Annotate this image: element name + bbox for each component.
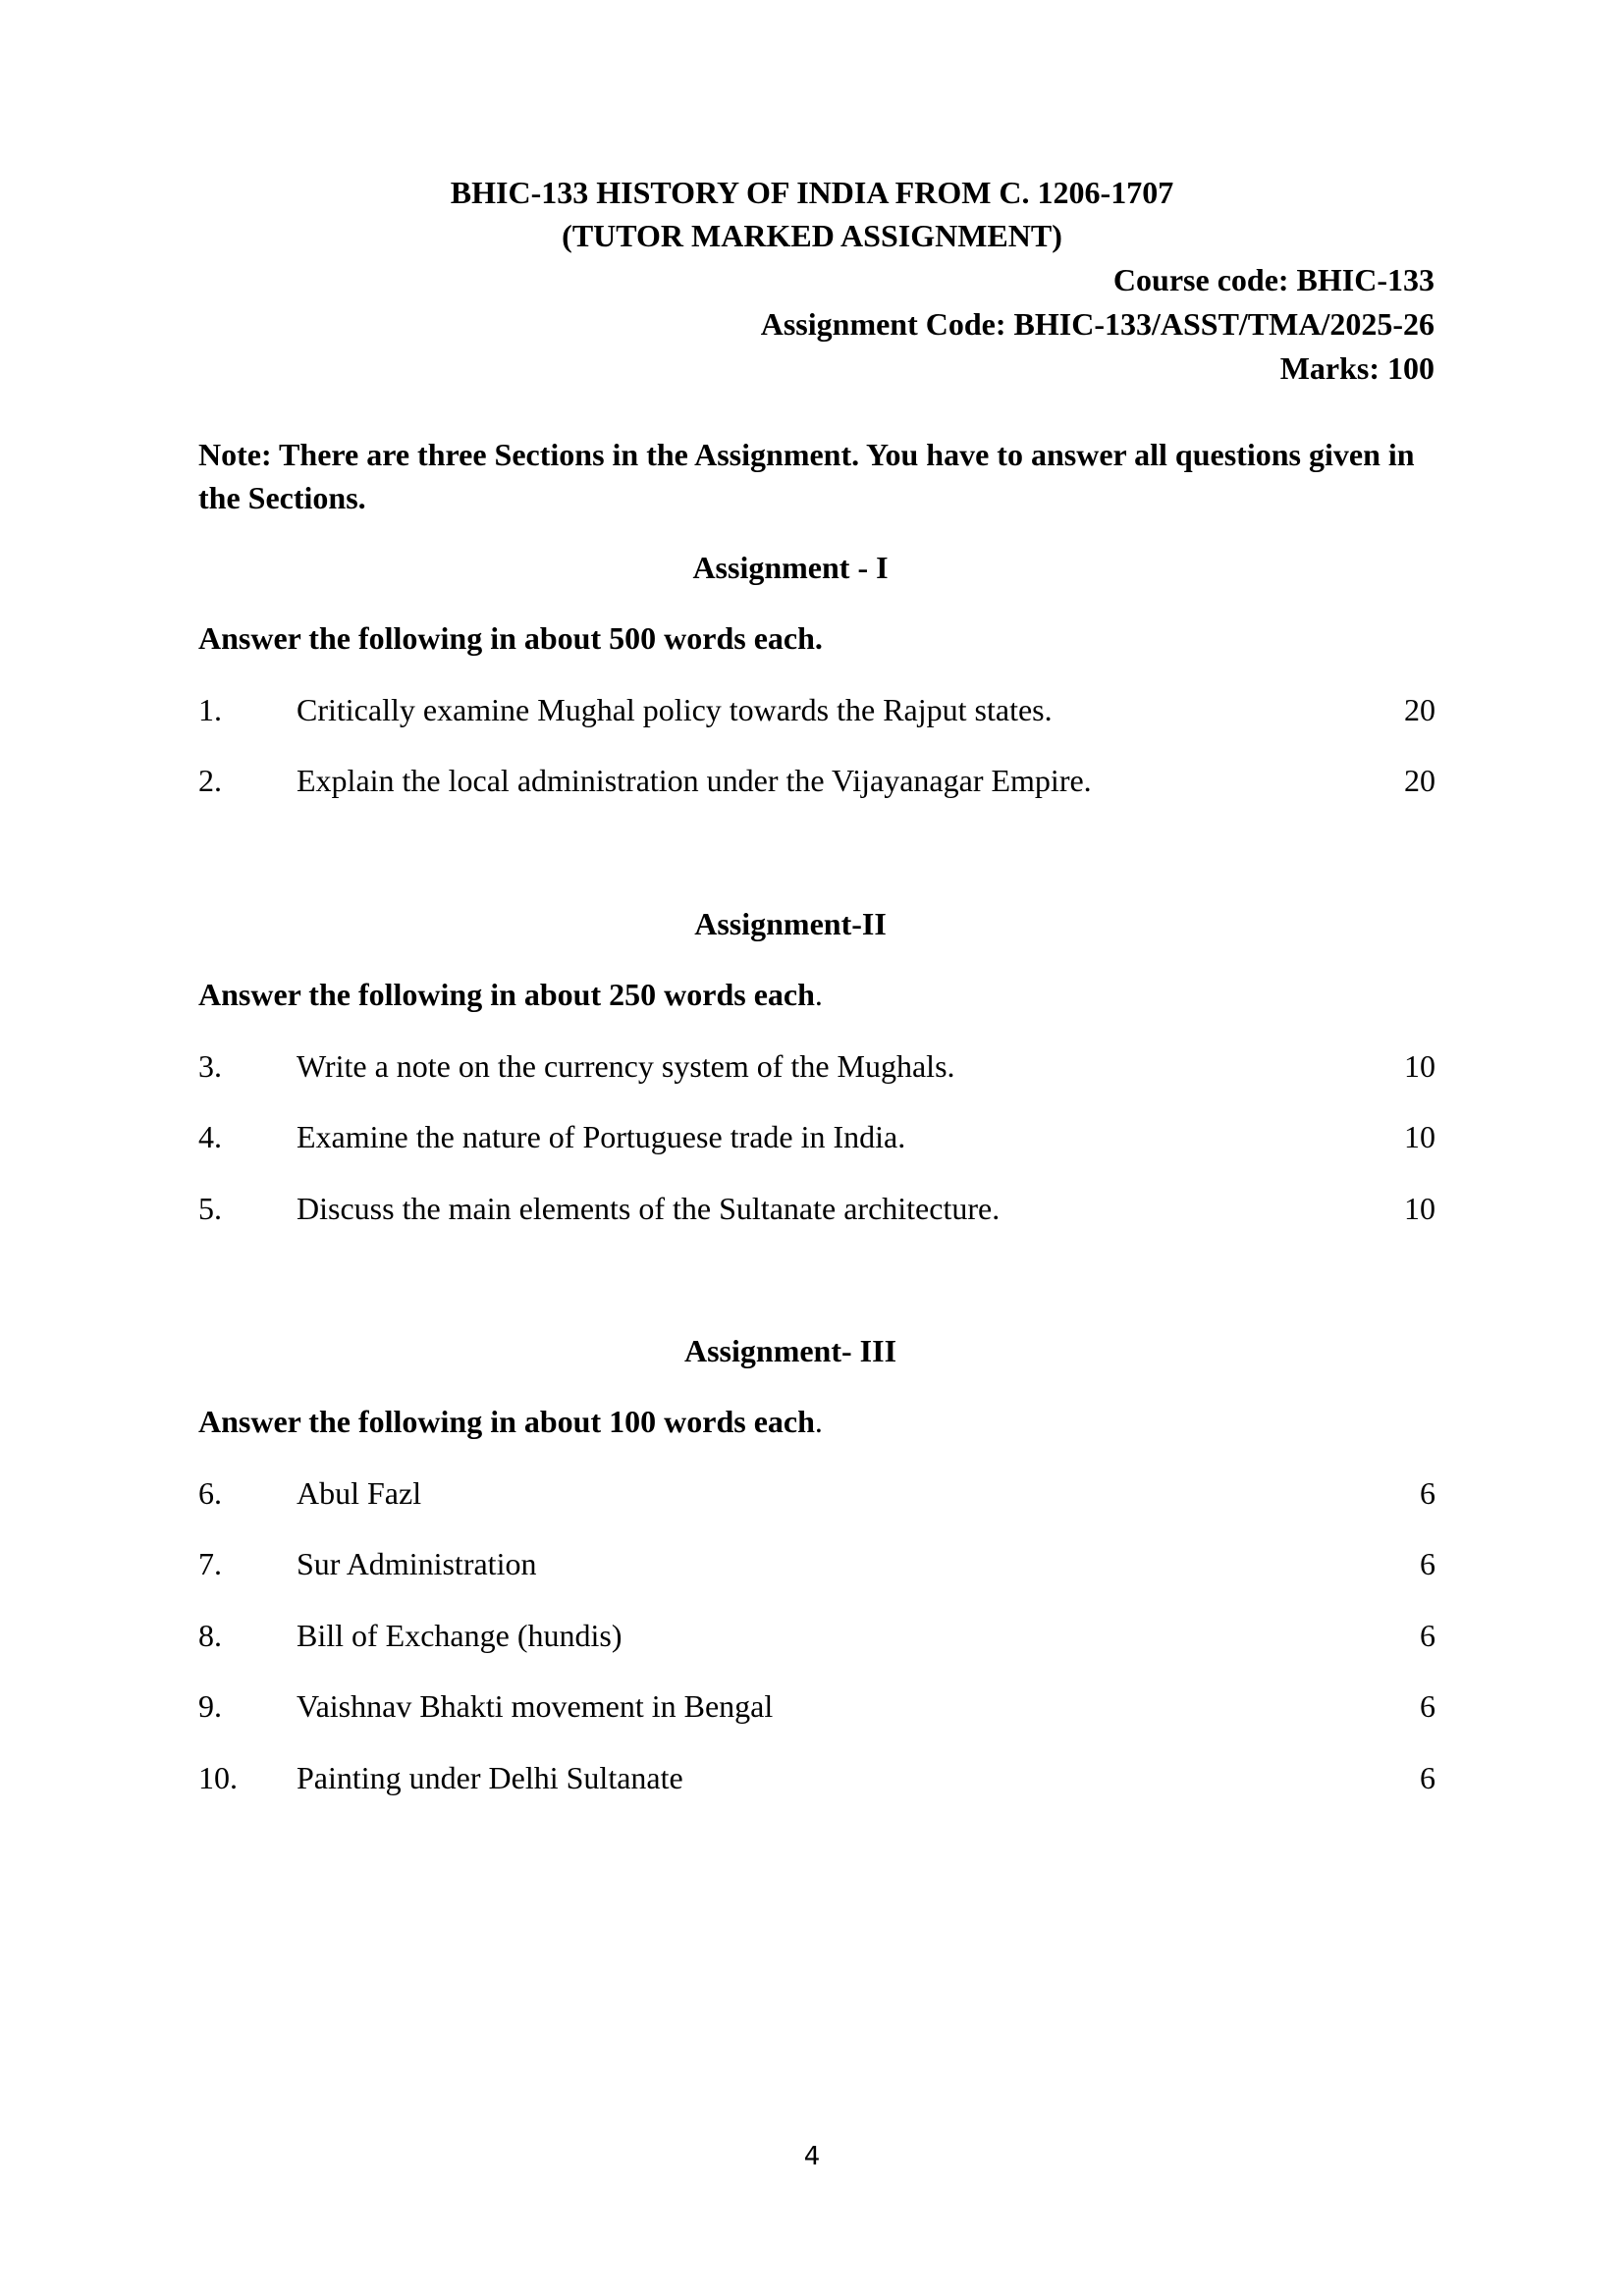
section-instruction-2 [198,975,823,1014]
section-heading-2: Assignment-II [694,906,887,941]
question-number: 7. [198,1546,222,1581]
section-instruction-suffix: . [814,1404,823,1439]
question-row [198,761,1435,800]
question-text: Explain the local administration under the Vijayanagar Empire. [297,763,1092,798]
question-marks: 6 [1420,1760,1435,1795]
question-row [198,1758,1435,1797]
question-text: Discuss the main elements of the Sultanate architecture. [297,1191,1001,1226]
section-heading-3: Assignment- III [683,1333,897,1368]
question-text: Vaishnav Bhakti movement in Bengal [297,1688,774,1724]
section-instruction-text: Answer the following in about 100 words each [198,1404,815,1439]
question-number: 6. [198,1475,222,1511]
question-text: Examine the nature of Portuguese trade in India. [297,1119,906,1154]
section-instruction-text: Answer the following in about 500 words each. [198,620,823,656]
question-marks: 6 [1420,1688,1435,1724]
question-row [198,1117,1435,1156]
question-marks: 20 [1404,763,1435,798]
question-text: Sur Administration [297,1546,537,1581]
question-text: Painting under Delhi Sultanate [297,1760,683,1795]
question-text: Bill of Exchange (hundis) [297,1618,623,1653]
section-instruction-1 [198,618,823,658]
section-instruction-suffix: . [814,977,823,1012]
assignment-note: Note: There are three Sections in the Assignment. You have to answer all questions given in the Sections. [198,437,1415,515]
question-text: Abul Fazl [297,1475,422,1511]
question-row [198,1686,1435,1726]
course-code: Course code: BHIC-133 [1112,262,1435,297]
question-marks: 6 [1420,1546,1435,1581]
section-instruction-3 [198,1402,823,1441]
document-title: BHIC-133 HISTORY OF INDIA FROM C. 1206-1707 [450,175,1174,210]
question-marks: 10 [1404,1191,1435,1226]
question-number: 10. [198,1760,238,1795]
document-subtitle: (TUTOR MARKED ASSIGNMENT) [562,218,1062,253]
question-number: 1. [198,692,222,727]
question-row [198,1544,1435,1583]
question-number: 3. [198,1048,222,1084]
question-marks: 10 [1404,1119,1435,1154]
question-row [198,1189,1435,1228]
section-heading-1: Assignment - I [692,550,889,585]
question-marks: 20 [1404,692,1435,727]
question-number: 4. [198,1119,222,1154]
question-number: 2. [198,763,222,798]
question-marks: 6 [1420,1618,1435,1653]
question-number: 8. [198,1618,222,1653]
question-text: Critically examine Mughal policy towards the Rajput states. [297,692,1053,727]
question-row [198,1473,1435,1513]
section-instruction-text: Answer the following in about 250 words each [198,977,815,1012]
question-marks: 6 [1420,1475,1435,1511]
question-number: 9. [198,1688,222,1724]
question-row [198,690,1435,729]
page-number: 4 [803,2142,821,2171]
question-marks: 10 [1404,1048,1435,1084]
question-text: Write a note on the currency system of the Mughals. [297,1048,955,1084]
question-row [198,1046,1435,1086]
question-row [198,1616,1435,1655]
assignment-code: Assignment Code: BHIC-133/ASST/TMA/2025-26 [760,306,1435,342]
total-marks: Marks: 100 [1279,350,1435,386]
question-number: 5. [198,1191,222,1226]
